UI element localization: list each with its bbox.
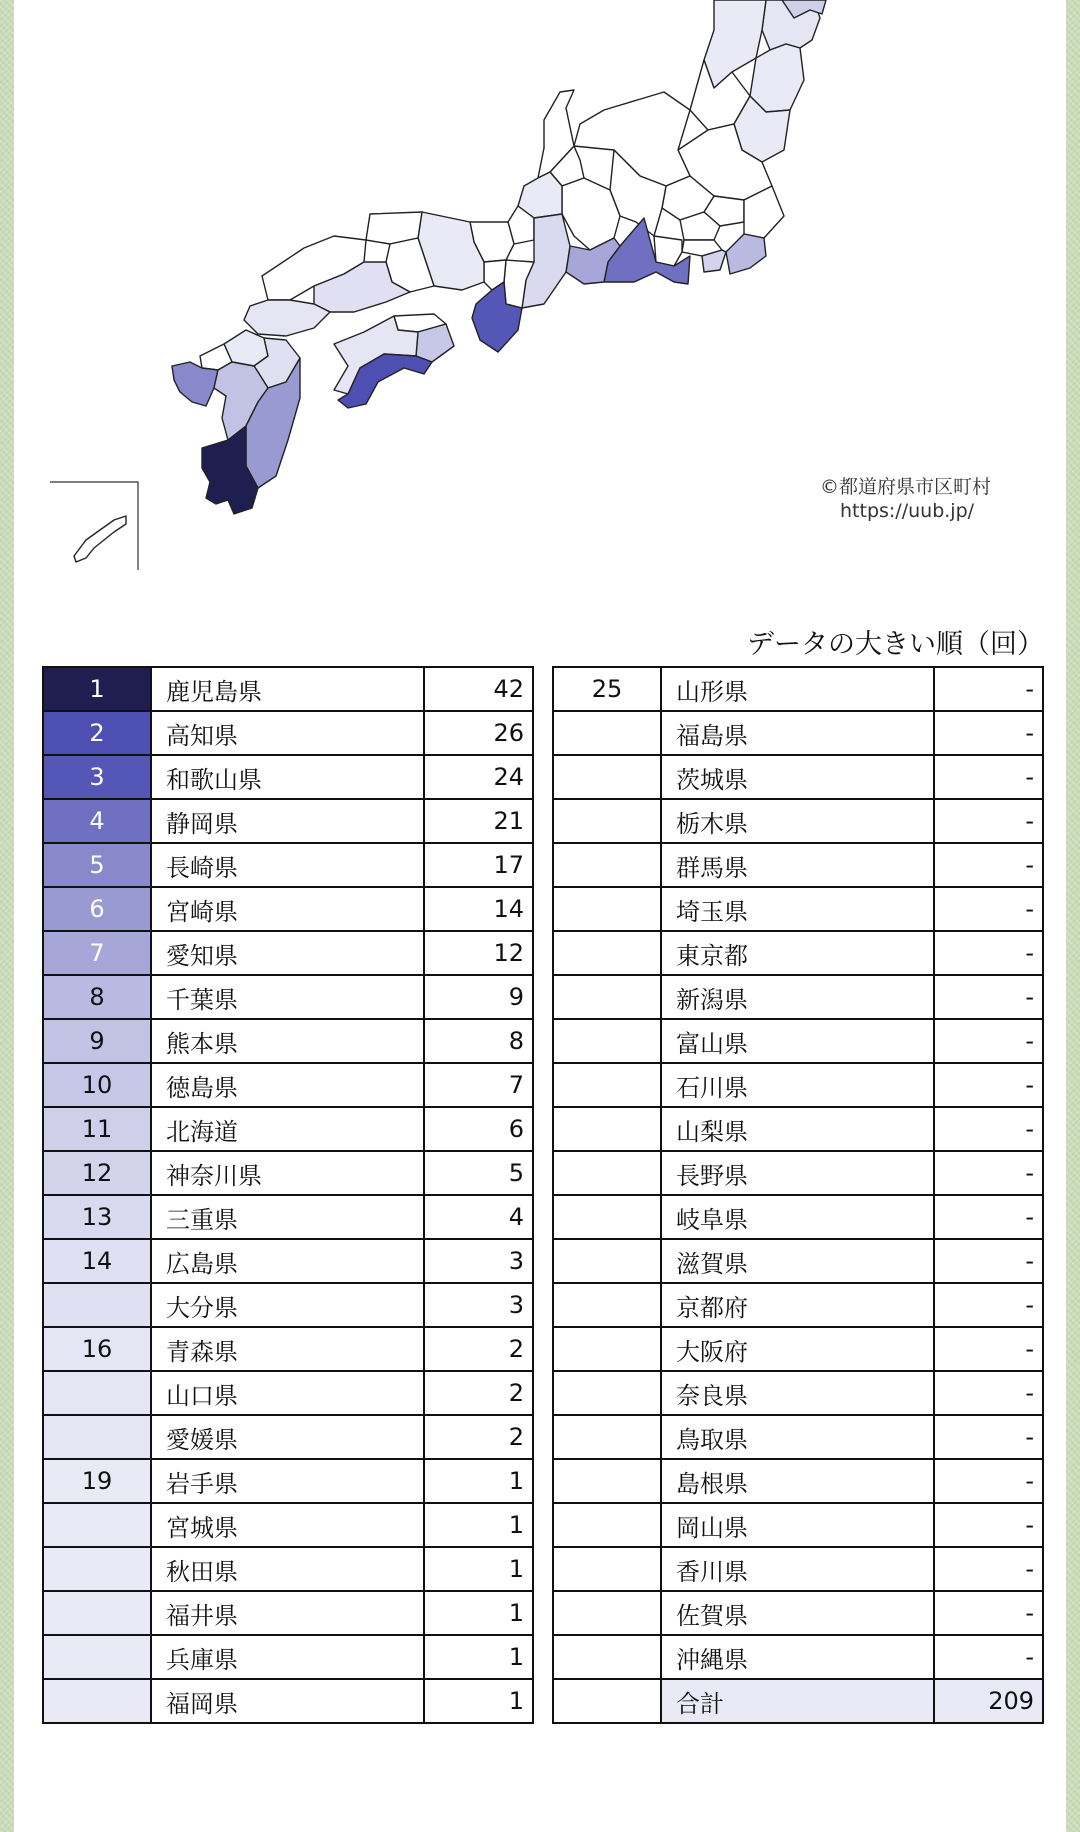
prefecture-name-cell: 愛媛県 <box>151 1415 424 1459</box>
rank-cell <box>553 1151 661 1195</box>
value-cell: - <box>934 1063 1043 1107</box>
content-panel <box>14 0 1066 1832</box>
rank-cell <box>553 1547 661 1591</box>
prefecture-name-cell: 徳島県 <box>151 1063 424 1107</box>
value-cell: - <box>934 887 1043 931</box>
prefecture-name-cell: 鳥取県 <box>661 1415 934 1459</box>
prefecture-name-cell: 熊本県 <box>151 1019 424 1063</box>
value-cell: - <box>934 1151 1043 1195</box>
value-cell: - <box>934 667 1043 711</box>
prefecture-name-cell: 福岡県 <box>151 1679 424 1723</box>
rank-cell: 2 <box>43 711 151 755</box>
region-nagasaki <box>172 362 218 406</box>
table-row <box>43 1327 533 1371</box>
total-label-cell: 合計 <box>661 1679 934 1723</box>
table-row <box>553 1635 1043 1679</box>
rank-cell <box>553 1415 661 1459</box>
region-okinawa <box>74 516 126 562</box>
prefecture-name-cell: 滋賀県 <box>661 1239 934 1283</box>
prefecture-name-cell: 長野県 <box>661 1151 934 1195</box>
value-cell: 24 <box>424 755 533 799</box>
value-cell: 26 <box>424 711 533 755</box>
prefecture-name-cell: 秋田県 <box>151 1547 424 1591</box>
table-row <box>553 1415 1043 1459</box>
map-credit-url: https://uub.jp/ <box>840 500 975 522</box>
total-value-cell: 209 <box>934 1679 1043 1723</box>
value-cell: 9 <box>424 975 533 1019</box>
value-cell: 5 <box>424 1151 533 1195</box>
table-row <box>553 1547 1043 1591</box>
table-row <box>43 1151 533 1195</box>
prefecture-name-cell: 埼玉県 <box>661 887 934 931</box>
value-cell: - <box>934 1503 1043 1547</box>
prefecture-name-cell: 群馬県 <box>661 843 934 887</box>
table-row <box>553 711 1043 755</box>
rank-cell: 3 <box>43 755 151 799</box>
table-row <box>553 1063 1043 1107</box>
rank-cell <box>553 755 661 799</box>
value-cell: - <box>934 1195 1043 1239</box>
value-cell: - <box>934 711 1043 755</box>
table-row <box>43 931 533 975</box>
map-credit-line-1: ©都道府県市区町村 <box>820 476 992 498</box>
table-row <box>43 755 533 799</box>
prefecture-name-cell: 山形県 <box>661 667 934 711</box>
table-row <box>43 1459 533 1503</box>
table-row <box>553 1503 1043 1547</box>
value-cell: - <box>934 1371 1043 1415</box>
prefecture-name-cell: 山口県 <box>151 1371 424 1415</box>
japan-choropleth-map <box>14 0 1066 600</box>
table-row <box>553 1591 1043 1635</box>
rank-cell: 8 <box>43 975 151 1019</box>
rank-cell: 9 <box>43 1019 151 1063</box>
prefecture-name-cell: 奈良県 <box>661 1371 934 1415</box>
prefecture-name-cell: 大分県 <box>151 1283 424 1327</box>
table-row <box>553 931 1043 975</box>
prefecture-name-cell: 東京都 <box>661 931 934 975</box>
prefecture-name-cell: 京都府 <box>661 1283 934 1327</box>
prefecture-name-cell: 山梨県 <box>661 1107 934 1151</box>
table-row <box>43 1415 533 1459</box>
rank-cell <box>43 1591 151 1635</box>
value-cell: - <box>934 799 1043 843</box>
value-cell: 17 <box>424 843 533 887</box>
rank-cell <box>43 1283 151 1327</box>
table-row <box>43 1019 533 1063</box>
table-row <box>43 887 533 931</box>
rank-cell <box>43 1371 151 1415</box>
rank-cell <box>43 1415 151 1459</box>
ranking-table-right <box>552 666 1044 1724</box>
rank-cell: 11 <box>43 1107 151 1151</box>
value-cell: - <box>934 843 1043 887</box>
rank-cell <box>43 1635 151 1679</box>
table-row <box>553 1283 1043 1327</box>
prefecture-name-cell: 宮崎県 <box>151 887 424 931</box>
table-row <box>43 1283 533 1327</box>
table-row <box>553 667 1043 711</box>
prefecture-name-cell: 栃木県 <box>661 799 934 843</box>
table-row <box>553 799 1043 843</box>
value-cell: - <box>934 1239 1043 1283</box>
prefecture-name-cell: 兵庫県 <box>151 1635 424 1679</box>
prefecture-name-cell: 岐阜県 <box>661 1195 934 1239</box>
value-cell: 1 <box>424 1503 533 1547</box>
value-cell: - <box>934 1547 1043 1591</box>
table-row <box>43 667 533 711</box>
table-row <box>553 1371 1043 1415</box>
rank-cell: 16 <box>43 1327 151 1371</box>
table-row <box>43 1547 533 1591</box>
value-cell: 3 <box>424 1239 533 1283</box>
value-cell: 1 <box>424 1635 533 1679</box>
rank-cell <box>553 1063 661 1107</box>
prefecture-name-cell: 佐賀県 <box>661 1591 934 1635</box>
value-cell: 2 <box>424 1371 533 1415</box>
prefecture-name-cell: 愛知県 <box>151 931 424 975</box>
rank-cell <box>553 1239 661 1283</box>
value-cell: 1 <box>424 1459 533 1503</box>
prefecture-name-cell: 北海道 <box>151 1107 424 1151</box>
rank-cell <box>43 1679 151 1723</box>
rank-cell <box>553 1019 661 1063</box>
value-cell: - <box>934 1107 1043 1151</box>
prefecture-name-cell: 大阪府 <box>661 1327 934 1371</box>
value-cell: - <box>934 1415 1043 1459</box>
prefecture-name-cell: 千葉県 <box>151 975 424 1019</box>
ranking-table-left <box>42 666 534 1724</box>
table-row <box>553 887 1043 931</box>
value-cell: - <box>934 931 1043 975</box>
table-row <box>43 1107 533 1151</box>
rank-cell <box>43 1547 151 1591</box>
prefecture-name-cell: 沖縄県 <box>661 1635 934 1679</box>
prefecture-name-cell: 広島県 <box>151 1239 424 1283</box>
rank-cell <box>553 1327 661 1371</box>
value-cell: 21 <box>424 799 533 843</box>
table-row <box>43 1195 533 1239</box>
value-cell: 14 <box>424 887 533 931</box>
rank-cell <box>553 711 661 755</box>
okinawa-inset-frame <box>50 482 138 570</box>
value-cell: 2 <box>424 1415 533 1459</box>
value-cell: - <box>934 755 1043 799</box>
prefecture-name-cell: 福島県 <box>661 711 934 755</box>
table-row <box>553 1239 1043 1283</box>
region-yamanashi <box>654 236 682 266</box>
value-cell: 1 <box>424 1547 533 1591</box>
prefecture-name-cell: 岩手県 <box>151 1459 424 1503</box>
value-cell: - <box>934 1019 1043 1063</box>
total-row <box>553 1679 1043 1723</box>
rank-cell: 5 <box>43 843 151 887</box>
region-chiba <box>726 234 766 274</box>
prefecture-name-cell: 富山県 <box>661 1019 934 1063</box>
prefecture-name-cell: 香川県 <box>661 1547 934 1591</box>
rank-cell <box>553 1459 661 1503</box>
prefecture-name-cell: 新潟県 <box>661 975 934 1019</box>
prefecture-name-cell: 岡山県 <box>661 1503 934 1547</box>
table-row <box>553 1459 1043 1503</box>
table-row <box>553 1195 1043 1239</box>
prefecture-name-cell: 茨城県 <box>661 755 934 799</box>
table-row <box>43 1679 533 1723</box>
region-yamaguchi <box>244 300 330 336</box>
rank-cell: 14 <box>43 1239 151 1283</box>
rank-cell: 19 <box>43 1459 151 1503</box>
table-caption: データの大きい順（回） <box>747 629 1044 660</box>
table-row <box>553 1327 1043 1371</box>
value-cell: 8 <box>424 1019 533 1063</box>
rank-cell <box>553 799 661 843</box>
prefecture-name-cell: 福井県 <box>151 1591 424 1635</box>
value-cell: 3 <box>424 1283 533 1327</box>
region-iwate <box>750 44 804 112</box>
table-row <box>553 843 1043 887</box>
prefecture-name-cell: 三重県 <box>151 1195 424 1239</box>
table-row <box>43 799 533 843</box>
rank-cell: 1 <box>43 667 151 711</box>
value-cell: - <box>934 1635 1043 1679</box>
table-row <box>553 1107 1043 1151</box>
rank-cell <box>553 975 661 1019</box>
prefecture-name-cell: 神奈川県 <box>151 1151 424 1195</box>
table-row <box>43 1239 533 1283</box>
prefecture-name-cell: 石川県 <box>661 1063 934 1107</box>
table-row <box>43 1503 533 1547</box>
value-cell: 2 <box>424 1327 533 1371</box>
value-cell: - <box>934 1327 1043 1371</box>
table-row <box>553 1019 1043 1063</box>
rank-cell <box>553 931 661 975</box>
rank-cell: 12 <box>43 1151 151 1195</box>
value-cell: 6 <box>424 1107 533 1151</box>
table-row <box>43 843 533 887</box>
table-row <box>43 975 533 1019</box>
rank-cell <box>43 1503 151 1547</box>
table-row <box>553 1151 1043 1195</box>
table-row <box>43 1063 533 1107</box>
table-row <box>553 975 1043 1019</box>
rank-cell: 7 <box>43 931 151 975</box>
rank-cell: 13 <box>43 1195 151 1239</box>
table-row <box>553 755 1043 799</box>
prefecture-name-cell: 和歌山県 <box>151 755 424 799</box>
value-cell: - <box>934 1283 1043 1327</box>
rank-cell: 4 <box>43 799 151 843</box>
table-row <box>43 1591 533 1635</box>
total-rank-cell <box>553 1679 661 1723</box>
prefecture-name-cell: 鹿児島県 <box>151 667 424 711</box>
value-cell: - <box>934 975 1043 1019</box>
table-row <box>43 1371 533 1415</box>
value-cell: 42 <box>424 667 533 711</box>
rank-cell: 25 <box>553 667 661 711</box>
value-cell: 1 <box>424 1591 533 1635</box>
rank-cell <box>553 1283 661 1327</box>
rank-cell <box>553 1635 661 1679</box>
table-row <box>43 1635 533 1679</box>
rank-cell <box>553 1107 661 1151</box>
prefecture-name-cell: 長崎県 <box>151 843 424 887</box>
prefecture-name-cell: 高知県 <box>151 711 424 755</box>
rank-cell <box>553 1503 661 1547</box>
prefecture-name-cell: 青森県 <box>151 1327 424 1371</box>
value-cell: 1 <box>424 1679 533 1723</box>
rank-cell <box>553 887 661 931</box>
prefecture-name-cell: 静岡県 <box>151 799 424 843</box>
rank-cell <box>553 1591 661 1635</box>
rank-cell: 10 <box>43 1063 151 1107</box>
value-cell: - <box>934 1459 1043 1503</box>
prefecture-name-cell: 島根県 <box>661 1459 934 1503</box>
value-cell: 12 <box>424 931 533 975</box>
table-row <box>43 711 533 755</box>
value-cell: 7 <box>424 1063 533 1107</box>
rank-cell <box>553 1371 661 1415</box>
value-cell: 4 <box>424 1195 533 1239</box>
value-cell: - <box>934 1591 1043 1635</box>
rank-cell <box>553 843 661 887</box>
rank-cell: 6 <box>43 887 151 931</box>
rank-cell <box>553 1195 661 1239</box>
prefecture-name-cell: 宮城県 <box>151 1503 424 1547</box>
